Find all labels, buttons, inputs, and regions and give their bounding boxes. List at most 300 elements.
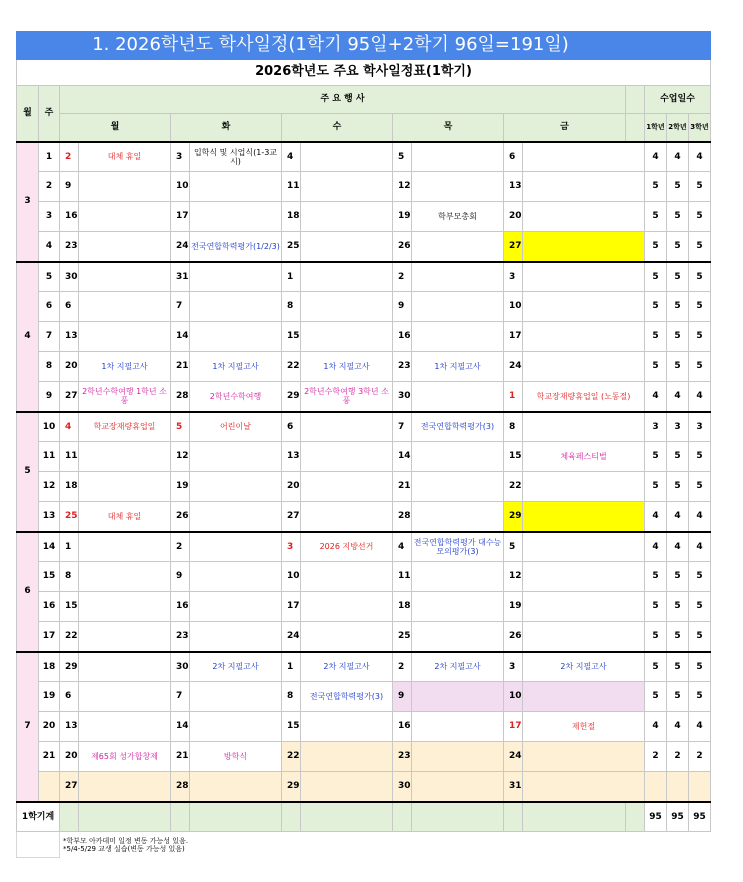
day-event bbox=[79, 292, 171, 322]
day-event bbox=[412, 232, 504, 262]
header-wed: 수 bbox=[282, 114, 393, 142]
day-number: 11 bbox=[393, 562, 412, 592]
class-days: 3 bbox=[689, 412, 711, 442]
month-label: 5 bbox=[17, 412, 39, 532]
total-days: 95 bbox=[689, 802, 711, 832]
day-event: 대체 휴일 bbox=[79, 502, 171, 532]
day-event bbox=[301, 262, 393, 292]
class-days: 4 bbox=[667, 712, 689, 742]
day-number: 15 bbox=[60, 592, 79, 622]
class-days: 4 bbox=[645, 142, 667, 172]
day-event bbox=[190, 772, 282, 802]
class-days: 5 bbox=[689, 442, 711, 472]
day-event: 체육페스티벌 bbox=[523, 442, 645, 472]
day-number: 31 bbox=[171, 262, 190, 292]
day-event bbox=[301, 442, 393, 472]
day-number: 15 bbox=[282, 322, 301, 352]
total-empty bbox=[60, 802, 79, 832]
class-days: 5 bbox=[645, 562, 667, 592]
day-number: 19 bbox=[393, 202, 412, 232]
day-number: 9 bbox=[393, 292, 412, 322]
day-number: 25 bbox=[60, 502, 79, 532]
month-label: 7 bbox=[17, 652, 39, 802]
day-number: 18 bbox=[60, 472, 79, 502]
class-days: 5 bbox=[667, 172, 689, 202]
day-number: 26 bbox=[504, 622, 523, 652]
class-days: 5 bbox=[689, 682, 711, 712]
class-days: 5 bbox=[689, 562, 711, 592]
day-event: 어린이날 bbox=[190, 412, 282, 442]
day-event bbox=[412, 172, 504, 202]
day-event: 제헌절 bbox=[523, 712, 645, 742]
day-event bbox=[79, 682, 171, 712]
class-days: 5 bbox=[689, 622, 711, 652]
day-number: 30 bbox=[393, 772, 412, 802]
day-event bbox=[523, 352, 645, 382]
day-event bbox=[301, 472, 393, 502]
day-number: 23 bbox=[393, 742, 412, 772]
day-event bbox=[523, 322, 645, 352]
day-event bbox=[190, 682, 282, 712]
day-number: 20 bbox=[60, 742, 79, 772]
week-number: 16 bbox=[39, 592, 60, 622]
day-number: 9 bbox=[171, 562, 190, 592]
total-empty bbox=[412, 802, 504, 832]
day-event bbox=[412, 472, 504, 502]
note-line: *학부모 아카데미 일정 변동 가능성 있음. bbox=[63, 836, 189, 845]
class-days: 2 bbox=[645, 742, 667, 772]
day-number: 17 bbox=[504, 712, 523, 742]
class-days: 5 bbox=[667, 562, 689, 592]
day-event bbox=[190, 472, 282, 502]
class-days: 2 bbox=[689, 742, 711, 772]
day-number: 13 bbox=[282, 442, 301, 472]
day-event: 학교장재량휴업일 bbox=[79, 412, 171, 442]
month-label: 3 bbox=[17, 142, 39, 262]
day-event bbox=[412, 592, 504, 622]
day-number: 10 bbox=[504, 682, 523, 712]
day-event bbox=[301, 772, 393, 802]
week-number: 6 bbox=[39, 292, 60, 322]
day-number: 23 bbox=[60, 232, 79, 262]
sheet-title: 1. 2026학년도 학사일정(1학기 95일+2학기 96일=191일) bbox=[17, 32, 645, 60]
header-thu: 목 bbox=[393, 114, 504, 142]
total-days: 95 bbox=[645, 802, 667, 832]
class-days: 5 bbox=[667, 322, 689, 352]
day-number: 10 bbox=[504, 292, 523, 322]
day-number: 18 bbox=[393, 592, 412, 622]
day-event bbox=[412, 502, 504, 532]
day-event bbox=[301, 292, 393, 322]
day-event bbox=[301, 142, 393, 172]
class-days: 5 bbox=[667, 292, 689, 322]
day-event bbox=[301, 712, 393, 742]
class-days: 4 bbox=[689, 142, 711, 172]
class-days: 3 bbox=[645, 412, 667, 442]
day-number: 29 bbox=[504, 502, 523, 532]
day-event bbox=[412, 772, 504, 802]
week-number: 20 bbox=[39, 712, 60, 742]
month-label: 6 bbox=[17, 532, 39, 652]
week-number bbox=[39, 772, 60, 802]
day-event bbox=[523, 262, 645, 292]
day-number: 29 bbox=[60, 652, 79, 682]
day-number: 3 bbox=[171, 142, 190, 172]
week-number: 19 bbox=[39, 682, 60, 712]
day-number: 24 bbox=[504, 352, 523, 382]
header-month: 월 bbox=[17, 86, 39, 142]
day-event bbox=[412, 682, 504, 712]
day-event bbox=[412, 292, 504, 322]
day-number: 10 bbox=[282, 562, 301, 592]
day-event: 학교장재량휴업일 (노동절) bbox=[523, 382, 645, 412]
day-number: 30 bbox=[393, 382, 412, 412]
day-number: 2 bbox=[393, 262, 412, 292]
day-event bbox=[523, 142, 645, 172]
day-number: 27 bbox=[282, 502, 301, 532]
day-event bbox=[412, 742, 504, 772]
day-event bbox=[190, 562, 282, 592]
day-event bbox=[190, 202, 282, 232]
day-event bbox=[190, 172, 282, 202]
day-event bbox=[523, 742, 645, 772]
class-days: 5 bbox=[645, 292, 667, 322]
week-number: 10 bbox=[39, 412, 60, 442]
total-empty bbox=[301, 802, 393, 832]
day-event: 2차 지필고사 bbox=[523, 652, 645, 682]
class-days: 5 bbox=[645, 202, 667, 232]
total-empty bbox=[504, 802, 523, 832]
total-empty bbox=[79, 802, 171, 832]
day-number: 6 bbox=[60, 292, 79, 322]
day-number: 21 bbox=[171, 742, 190, 772]
day-event bbox=[79, 172, 171, 202]
day-event: 대체 휴일 bbox=[79, 142, 171, 172]
day-number: 20 bbox=[60, 352, 79, 382]
day-event bbox=[190, 592, 282, 622]
day-number: 16 bbox=[171, 592, 190, 622]
class-days: 5 bbox=[645, 352, 667, 382]
week-number: 14 bbox=[39, 532, 60, 562]
day-event: 2차 지필고사 bbox=[190, 652, 282, 682]
day-number: 31 bbox=[504, 772, 523, 802]
header-g2: 2학년 bbox=[667, 114, 689, 142]
day-number: 13 bbox=[504, 172, 523, 202]
total-days: 95 bbox=[667, 802, 689, 832]
day-number: 1 bbox=[504, 382, 523, 412]
day-number: 5 bbox=[504, 532, 523, 562]
day-number: 5 bbox=[171, 412, 190, 442]
day-number: 25 bbox=[393, 622, 412, 652]
day-number: 16 bbox=[60, 202, 79, 232]
day-number: 7 bbox=[171, 682, 190, 712]
day-number: 6 bbox=[60, 682, 79, 712]
day-event bbox=[523, 562, 645, 592]
day-event bbox=[523, 202, 645, 232]
class-days: 5 bbox=[667, 232, 689, 262]
day-event: 2026 지방선거 bbox=[301, 532, 393, 562]
title-spacer bbox=[645, 32, 711, 60]
day-number: 28 bbox=[171, 772, 190, 802]
class-days: 5 bbox=[645, 232, 667, 262]
day-number: 16 bbox=[393, 322, 412, 352]
day-event: 방학식 bbox=[190, 742, 282, 772]
day-event: 전국연합학력평가 대수능모의평가(3) bbox=[412, 532, 504, 562]
day-number: 17 bbox=[504, 322, 523, 352]
day-number: 8 bbox=[282, 292, 301, 322]
class-days: 4 bbox=[689, 712, 711, 742]
class-days: 4 bbox=[667, 382, 689, 412]
month-label: 4 bbox=[17, 262, 39, 412]
day-event bbox=[79, 262, 171, 292]
week-number: 2 bbox=[39, 172, 60, 202]
week-number: 15 bbox=[39, 562, 60, 592]
week-number: 11 bbox=[39, 442, 60, 472]
day-number: 24 bbox=[504, 742, 523, 772]
day-event bbox=[412, 382, 504, 412]
day-number: 30 bbox=[171, 652, 190, 682]
class-days: 5 bbox=[667, 622, 689, 652]
day-event: 제65회 성가합창제 bbox=[79, 742, 171, 772]
class-days: 5 bbox=[667, 652, 689, 682]
day-number: 4 bbox=[60, 412, 79, 442]
class-days: 5 bbox=[667, 262, 689, 292]
day-event bbox=[190, 622, 282, 652]
class-days: 5 bbox=[645, 172, 667, 202]
class-days: 4 bbox=[645, 532, 667, 562]
day-event bbox=[79, 202, 171, 232]
day-event: 2학년수학여행 3학년 소풍 bbox=[301, 382, 393, 412]
header-week: 주 bbox=[39, 86, 60, 142]
day-event bbox=[79, 322, 171, 352]
day-number: 22 bbox=[60, 622, 79, 652]
day-event bbox=[412, 262, 504, 292]
day-event bbox=[301, 202, 393, 232]
day-event bbox=[301, 412, 393, 442]
day-number: 12 bbox=[504, 562, 523, 592]
day-number: 1 bbox=[282, 262, 301, 292]
day-event bbox=[412, 322, 504, 352]
day-number: 14 bbox=[171, 322, 190, 352]
day-number: 18 bbox=[282, 202, 301, 232]
class-days: 5 bbox=[667, 202, 689, 232]
class-days: 5 bbox=[689, 322, 711, 352]
day-number: 6 bbox=[282, 412, 301, 442]
total-empty bbox=[393, 802, 412, 832]
day-number: 13 bbox=[60, 322, 79, 352]
sheet-subtitle: 2026학년도 주요 학사일정표(1학기) bbox=[17, 60, 711, 86]
schedule-table bbox=[16, 31, 711, 858]
class-days: 5 bbox=[645, 472, 667, 502]
header-events-end bbox=[626, 86, 645, 114]
day-number: 22 bbox=[282, 742, 301, 772]
day-event bbox=[301, 742, 393, 772]
week-number: 4 bbox=[39, 232, 60, 262]
week-number: 21 bbox=[39, 742, 60, 772]
class-days: 5 bbox=[689, 652, 711, 682]
day-number: 2 bbox=[60, 142, 79, 172]
class-days: 5 bbox=[667, 472, 689, 502]
day-number: 17 bbox=[171, 202, 190, 232]
day-event bbox=[190, 712, 282, 742]
day-event bbox=[79, 562, 171, 592]
day-event bbox=[523, 502, 645, 532]
class-days: 4 bbox=[667, 142, 689, 172]
day-number: 7 bbox=[393, 412, 412, 442]
day-event bbox=[412, 622, 504, 652]
day-number: 19 bbox=[504, 592, 523, 622]
day-event: 2학년수학여행 bbox=[190, 382, 282, 412]
class-days bbox=[645, 772, 667, 802]
day-event bbox=[412, 562, 504, 592]
day-event bbox=[190, 262, 282, 292]
day-event bbox=[79, 232, 171, 262]
day-event bbox=[301, 172, 393, 202]
class-days: 4 bbox=[645, 712, 667, 742]
day-number: 22 bbox=[504, 472, 523, 502]
week-number: 8 bbox=[39, 352, 60, 382]
class-days: 5 bbox=[689, 472, 711, 502]
class-days: 5 bbox=[645, 652, 667, 682]
day-number: 11 bbox=[282, 172, 301, 202]
day-event bbox=[301, 322, 393, 352]
day-number: 4 bbox=[282, 142, 301, 172]
day-event bbox=[523, 622, 645, 652]
day-event bbox=[301, 592, 393, 622]
day-number: 9 bbox=[393, 682, 412, 712]
day-number: 20 bbox=[504, 202, 523, 232]
total-empty bbox=[626, 802, 645, 832]
day-number: 12 bbox=[171, 442, 190, 472]
day-event bbox=[190, 442, 282, 472]
class-days: 5 bbox=[667, 442, 689, 472]
day-event bbox=[523, 292, 645, 322]
day-event bbox=[79, 592, 171, 622]
day-event bbox=[523, 412, 645, 442]
day-number: 27 bbox=[60, 772, 79, 802]
day-event: 입학식 및 시업식(1-3교시) bbox=[190, 142, 282, 172]
day-number: 15 bbox=[282, 712, 301, 742]
day-event bbox=[301, 562, 393, 592]
day-number: 2 bbox=[171, 532, 190, 562]
total-empty bbox=[171, 802, 190, 832]
day-number: 8 bbox=[60, 562, 79, 592]
day-number: 3 bbox=[504, 262, 523, 292]
header-events: 주 요 행 사 bbox=[60, 86, 626, 114]
class-days: 5 bbox=[645, 682, 667, 712]
class-days: 5 bbox=[689, 232, 711, 262]
day-event bbox=[79, 772, 171, 802]
header-g3: 3학년 bbox=[689, 114, 711, 142]
class-days: 5 bbox=[689, 352, 711, 382]
class-days: 5 bbox=[645, 322, 667, 352]
day-event: 학부모총회 bbox=[412, 202, 504, 232]
day-number: 28 bbox=[171, 382, 190, 412]
day-number: 1 bbox=[282, 652, 301, 682]
class-days: 2 bbox=[667, 742, 689, 772]
class-days: 5 bbox=[645, 262, 667, 292]
day-number: 8 bbox=[504, 412, 523, 442]
day-event bbox=[79, 652, 171, 682]
day-number: 15 bbox=[504, 442, 523, 472]
header-fri: 금 bbox=[504, 114, 626, 142]
day-number: 3 bbox=[504, 652, 523, 682]
class-days: 5 bbox=[667, 352, 689, 382]
week-number: 5 bbox=[39, 262, 60, 292]
day-number: 25 bbox=[282, 232, 301, 262]
total-empty bbox=[282, 802, 301, 832]
day-number: 7 bbox=[171, 292, 190, 322]
day-event: 1차 지필고사 bbox=[190, 352, 282, 382]
day-number: 3 bbox=[282, 532, 301, 562]
day-event: 전국연합학력평가(3) bbox=[301, 682, 393, 712]
day-number: 14 bbox=[393, 442, 412, 472]
day-event bbox=[523, 472, 645, 502]
day-number: 16 bbox=[393, 712, 412, 742]
day-event bbox=[523, 532, 645, 562]
day-number: 14 bbox=[171, 712, 190, 742]
day-event bbox=[301, 622, 393, 652]
week-number: 7 bbox=[39, 322, 60, 352]
day-number: 27 bbox=[60, 382, 79, 412]
day-number: 28 bbox=[393, 502, 412, 532]
day-number: 27 bbox=[504, 232, 523, 262]
day-event bbox=[301, 232, 393, 262]
day-number: 24 bbox=[282, 622, 301, 652]
week-number: 12 bbox=[39, 472, 60, 502]
day-event bbox=[190, 532, 282, 562]
day-event: 2학년수학여행 1학년 소풍 bbox=[79, 382, 171, 412]
class-days: 4 bbox=[689, 502, 711, 532]
day-event bbox=[412, 712, 504, 742]
day-number: 9 bbox=[60, 172, 79, 202]
day-event: 2차 지필고사 bbox=[412, 652, 504, 682]
day-number: 13 bbox=[60, 712, 79, 742]
day-number: 6 bbox=[504, 142, 523, 172]
day-number: 11 bbox=[60, 442, 79, 472]
class-days: 5 bbox=[645, 442, 667, 472]
day-event bbox=[301, 502, 393, 532]
class-days: 5 bbox=[667, 682, 689, 712]
week-number: 13 bbox=[39, 502, 60, 532]
header-mon: 월 bbox=[60, 114, 171, 142]
note-spacer bbox=[17, 832, 60, 858]
week-number: 1 bbox=[39, 142, 60, 172]
day-number: 26 bbox=[393, 232, 412, 262]
day-event: 1차 지필고사 bbox=[412, 352, 504, 382]
day-number: 21 bbox=[171, 352, 190, 382]
class-days: 4 bbox=[689, 532, 711, 562]
day-number: 29 bbox=[282, 382, 301, 412]
day-event: 전국연합학력평가(1/2/3) bbox=[190, 232, 282, 262]
day-number: 17 bbox=[282, 592, 301, 622]
week-number: 17 bbox=[39, 622, 60, 652]
class-days bbox=[667, 772, 689, 802]
notes bbox=[60, 832, 711, 858]
day-event bbox=[79, 442, 171, 472]
day-event bbox=[412, 442, 504, 472]
day-event bbox=[79, 622, 171, 652]
day-number: 2 bbox=[393, 652, 412, 682]
header-fri-end bbox=[626, 114, 645, 142]
day-number: 24 bbox=[171, 232, 190, 262]
day-event: 1차 지필고사 bbox=[301, 352, 393, 382]
week-number: 18 bbox=[39, 652, 60, 682]
header-days: 수업일수 bbox=[645, 86, 711, 114]
note-line: *5/4-5/29 교생 실습(변동 가능성 있음) bbox=[63, 844, 185, 853]
day-number: 20 bbox=[282, 472, 301, 502]
day-event bbox=[190, 292, 282, 322]
